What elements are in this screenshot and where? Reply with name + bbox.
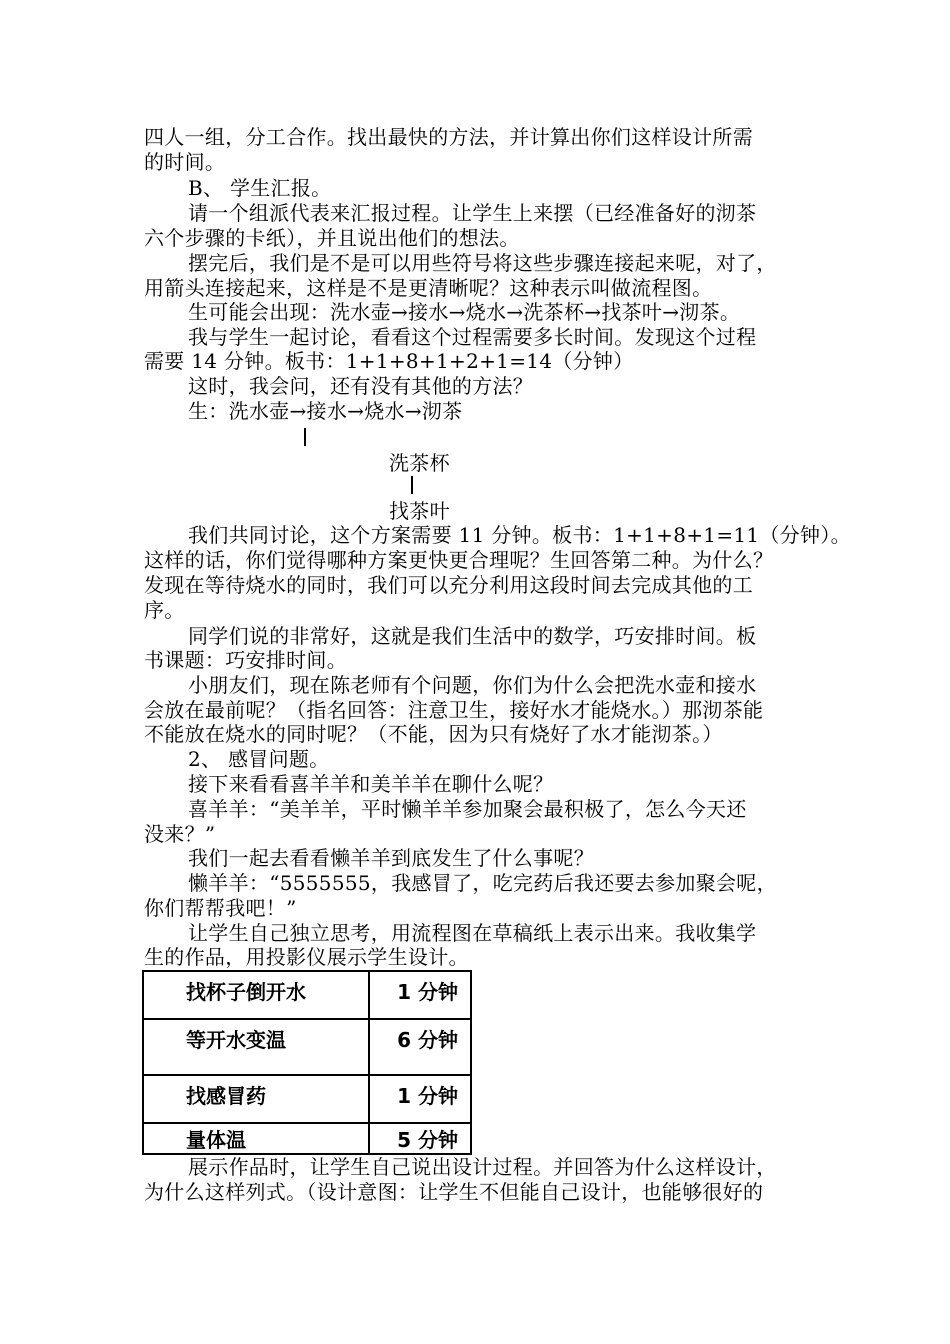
text-line: 懒羊羊：“5555555，我感冒了，吃完药后我还要去参加聚会呢， <box>188 871 777 895</box>
table-row <box>143 971 471 1019</box>
text-line: 让学生自己独立思考，用流程图在草稿纸上表示出来。我收集学 <box>188 921 757 945</box>
text-line: 需要 14 分钟。板书：1+1+8+1+2+1=14（分钟） <box>144 349 634 373</box>
text-line: 发现在等待烧水的同时，我们可以充分利用这段时间去完成其他的工 <box>144 573 753 597</box>
text-line: 喜羊羊：“美羊羊，平时懒羊羊参加聚会最积极了，怎么今天还 <box>188 797 747 821</box>
text-line: 没来？” <box>144 822 216 846</box>
text-line: 四人一组，分工合作。找出最快的方法，并计算出你们这样设计所需 <box>144 125 753 149</box>
table-row <box>143 1019 471 1075</box>
task-cell: 找杯子倒开水 <box>143 971 369 1019</box>
flow-branch-wash-cups: 洗茶杯 <box>389 451 450 475</box>
flow-main: 生：洗水壶→接水→烧水→沏茶 <box>188 399 463 423</box>
text-line: 你们帮帮我吧！” <box>144 896 297 920</box>
text-line: 展示作品时，让学生自己说出设计过程。并回答为什么这样设计， <box>188 1155 777 1179</box>
text-line: 书课题：巧安排时间。 <box>144 648 347 672</box>
text-line: 生可能会出现：洗水壶→接水→烧水→洗茶杯→找茶叶→沏茶。 <box>188 300 741 324</box>
flow-branch-find-tea: 找茶叶 <box>389 499 450 523</box>
time-cell: 5 分钟 <box>369 1123 471 1154</box>
section-heading: B、 学生汇报。 <box>188 176 332 200</box>
time-cell: 6 分钟 <box>369 1019 471 1075</box>
text-line: 请一个组派代表来汇报过程。让学生上来摆（已经准备好的沏茶 <box>188 201 757 225</box>
steps-table <box>142 970 472 1155</box>
text-line: 用箭头连接起来，这样是不是更清晰呢？这种表示叫做流程图。 <box>144 276 713 300</box>
text-line: 同学们说的非常好，这就是我们生活中的数学，巧安排时间。板 <box>188 624 757 648</box>
text-line: 会放在最前呢？（指名回答：注意卫生，接好水才能烧水。）那沏茶能 <box>144 698 764 722</box>
text-line: 这样的话，你们觉得哪种方案更快更合理呢？生回答第二种。为什么？ <box>144 548 774 572</box>
text-line: 生的作品，用投影仪展示学生设计。 <box>144 945 469 969</box>
task-cell: 量体温 <box>143 1123 369 1154</box>
text-line: 小朋友们，现在陈老师有个问题，你们为什么会把洗水壶和接水 <box>188 673 757 697</box>
text-line: 为什么这样列式。（设计意图：让学生不但能自己设计，也能够很好的 <box>144 1180 764 1204</box>
flow-connector <box>411 476 413 494</box>
text-line: 接下来看看喜羊羊和美羊羊在聊什么呢？ <box>188 772 554 796</box>
section-heading: 2、 感冒问题。 <box>188 747 330 771</box>
flow-connector <box>304 428 306 446</box>
text-line: 六个步骤的卡纸），并且说出他们的想法。 <box>144 226 520 250</box>
text-line: 我与学生一起讨论，看看这个过程需要多长时间。发现这个过程 <box>188 325 757 349</box>
time-cell: 1 分钟 <box>369 1075 471 1123</box>
text-line: 我们一起去看看懒羊羊到底发生了什么事呢？ <box>188 846 594 870</box>
time-cell: 1 分钟 <box>369 971 471 1019</box>
table-row <box>143 1075 471 1123</box>
text-line: 的时间。 <box>144 150 226 174</box>
task-cell: 等开水变温 <box>143 1019 369 1075</box>
text-line: 摆完后，我们是不是可以用些符号将这些步骤连接起来呢，对了， <box>188 251 777 275</box>
text-line: 我们共同讨论，这个方案需要 11 分钟。板书：1+1+8+1=11（分钟）。 <box>188 523 851 547</box>
task-cell: 找感冒药 <box>143 1075 369 1123</box>
text-line: 不能放在烧水的同时呢？（不能，因为只有烧好了水才能沏茶。） <box>144 722 723 746</box>
text-line: 序。 <box>144 598 185 622</box>
table-row <box>143 1123 471 1154</box>
text-line: 这时，我会问，还有没有其他的方法？ <box>188 374 534 398</box>
